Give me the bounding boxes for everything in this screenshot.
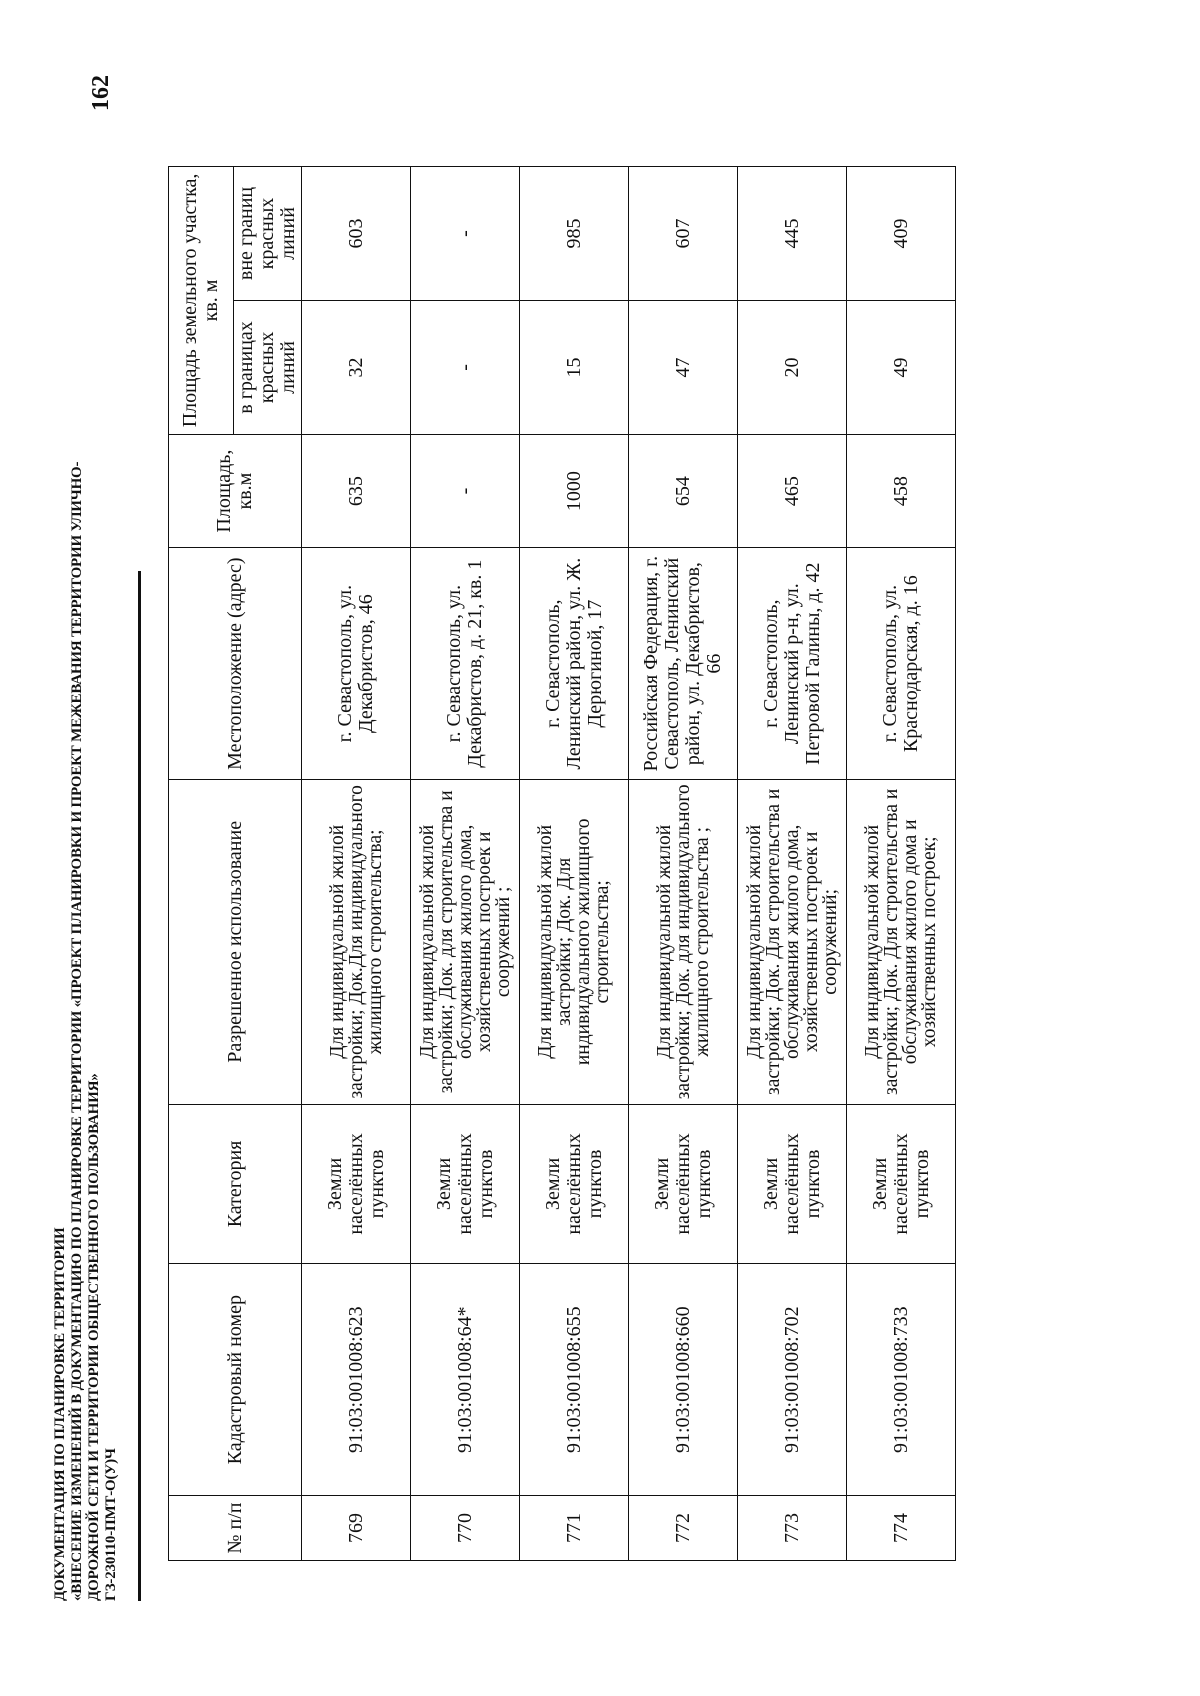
table-row	[520, 167, 629, 1561]
cell-address: г. Севастополь, ул. Декабристов, 46	[302, 548, 411, 780]
cell-outside-red-lines: 603	[302, 167, 411, 301]
cell-inside-red-lines: -	[411, 300, 520, 434]
cell-num: 770	[411, 1496, 520, 1561]
cell-permitted-use: Для индивидуальной жилой застройки; Док. Для строительства и обслуживания жилого дома, хозяйственных построек и сооружений;	[738, 780, 847, 1105]
col-header-num: № п/п	[169, 1496, 302, 1561]
col-header-location: Местоположение (адрес)	[169, 548, 302, 780]
header-line: ДОРОЖНОЙ СЕТИ И ТЕРРИТОРИИ ОБЩЕСТВЕННОГО ПОЛЬЗОВАНИЯ»	[86, 1073, 102, 1601]
land-plots-table	[168, 166, 956, 1561]
col-header-permitted-use: Разрешенное использование	[169, 780, 302, 1105]
cell-cadastral: 91:03:001008:660	[629, 1264, 738, 1496]
page-number: 162	[88, 75, 114, 111]
cell-inside-red-lines: 49	[847, 300, 956, 434]
cell-num: 774	[847, 1496, 956, 1561]
cell-area: 635	[302, 434, 411, 547]
col-header-cadastral: Кадастровый номер	[169, 1264, 302, 1496]
cell-address: г. Севастополь, Ленинский р-н, ул. Петровой Галины, д. 42	[738, 548, 847, 780]
cell-num: 769	[302, 1496, 411, 1561]
cell-category: Земли населённых пунктов	[738, 1104, 847, 1264]
table-row	[411, 167, 520, 1561]
cell-inside-red-lines: 15	[520, 300, 629, 434]
col-header-outside-red-lines: вне границ красных линий	[234, 167, 302, 301]
cell-outside-red-lines: 409	[847, 167, 956, 301]
header-line: ДОКУМЕНТАЦИЯ ПО ПЛАНИРОВКЕ ТЕРРИТОРИИ	[52, 1227, 68, 1601]
cell-area: 1000	[520, 434, 629, 547]
cell-cadastral: 91:03:001008:702	[738, 1264, 847, 1496]
cell-outside-red-lines: -	[411, 167, 520, 301]
cell-address: Российская Федерация, г. Севастополь, Ленинский район, ул. Декабристов, 66	[629, 548, 738, 780]
table-row	[629, 167, 738, 1561]
cell-permitted-use: Для индивидуальной жилой застройки; Док. для индивидуального жилищного строительства ;	[629, 780, 738, 1105]
cell-permitted-use: Для индивидуальной жилой застройки; Док.Для индивидуального жилищного строительства;	[302, 780, 411, 1105]
cell-category: Земли населённых пунктов	[411, 1104, 520, 1264]
cell-inside-red-lines: 20	[738, 300, 847, 434]
cell-address: г. Севастополь, ул. Декабристов, д. 21, кв. 1	[411, 548, 520, 780]
col-header-plot-area: Площадь земельного участка, кв. м	[169, 167, 234, 435]
cell-outside-red-lines: 607	[629, 167, 738, 301]
table-row	[738, 167, 847, 1561]
cell-category: Земли населённых пунктов	[302, 1104, 411, 1264]
cell-category: Земли населённых пунктов	[847, 1104, 956, 1264]
header-divider	[138, 571, 141, 1601]
table-row	[302, 167, 411, 1561]
cell-area: 654	[629, 434, 738, 547]
cell-cadastral: 91:03:001008:623	[302, 1264, 411, 1496]
cell-outside-red-lines: 445	[738, 167, 847, 301]
cell-address: г. Севастополь, Ленинский район, ул. Ж. Дерюгиной, 17	[520, 548, 629, 780]
cell-outside-red-lines: 985	[520, 167, 629, 301]
cell-category: Земли населённых пунктов	[629, 1104, 738, 1264]
cell-inside-red-lines: 47	[629, 300, 738, 434]
cell-num: 773	[738, 1496, 847, 1561]
cell-num: 772	[629, 1496, 738, 1561]
header-line: «ВНЕСЕНИЕ ИЗМЕНЕНИЙ В ДОКУМЕНТАЦИЮ ПО ПЛАНИРОВКЕ ТЕРРИТОРИИ «ПРОЕКТ ПЛАНИРОВКИ И ПРОЕКТ МЕЖЕВАНИЯ ТЕРРИТОРИИ УЛИЧНО-	[69, 461, 85, 1601]
document-header	[52, 461, 120, 1601]
cell-area: 465	[738, 434, 847, 547]
cell-permitted-use: Для индивидуальной жилой застройки; Док. для строительства и обслуживания жилого дома, хозяйственных построек и сооружений ;	[411, 780, 520, 1105]
cell-cadastral: 91:03:001008:655	[520, 1264, 629, 1496]
table-row	[847, 167, 956, 1561]
col-header-category: Категория	[169, 1104, 302, 1264]
cell-permitted-use: Для индивидуальной жилой застройки; Док. Для индивидуального жилищного строительства;	[520, 780, 629, 1105]
cell-cadastral: 91:03:001008:64*	[411, 1264, 520, 1496]
cell-cadastral: 91:03:001008:733	[847, 1264, 956, 1496]
header-row	[169, 167, 234, 1561]
cell-area: 458	[847, 434, 956, 547]
cell-permitted-use: Для индивидуальной жилой застройки; Док. Для строительства и обслуживания жилого дома и хозяйственных построек;	[847, 780, 956, 1105]
col-header-inside-red-lines: в границах красных линий	[234, 300, 302, 434]
cell-area: -	[411, 434, 520, 547]
cell-category: Земли населённых пунктов	[520, 1104, 629, 1264]
cell-inside-red-lines: 32	[302, 300, 411, 434]
header-line: ГЗ-230110-ПМТ-О(У)Ч	[103, 1448, 119, 1601]
cell-num: 771	[520, 1496, 629, 1561]
cell-address: г. Севастополь, ул. Краснодарская, д. 16	[847, 548, 956, 780]
col-header-area: Площадь, кв.м	[169, 434, 302, 547]
